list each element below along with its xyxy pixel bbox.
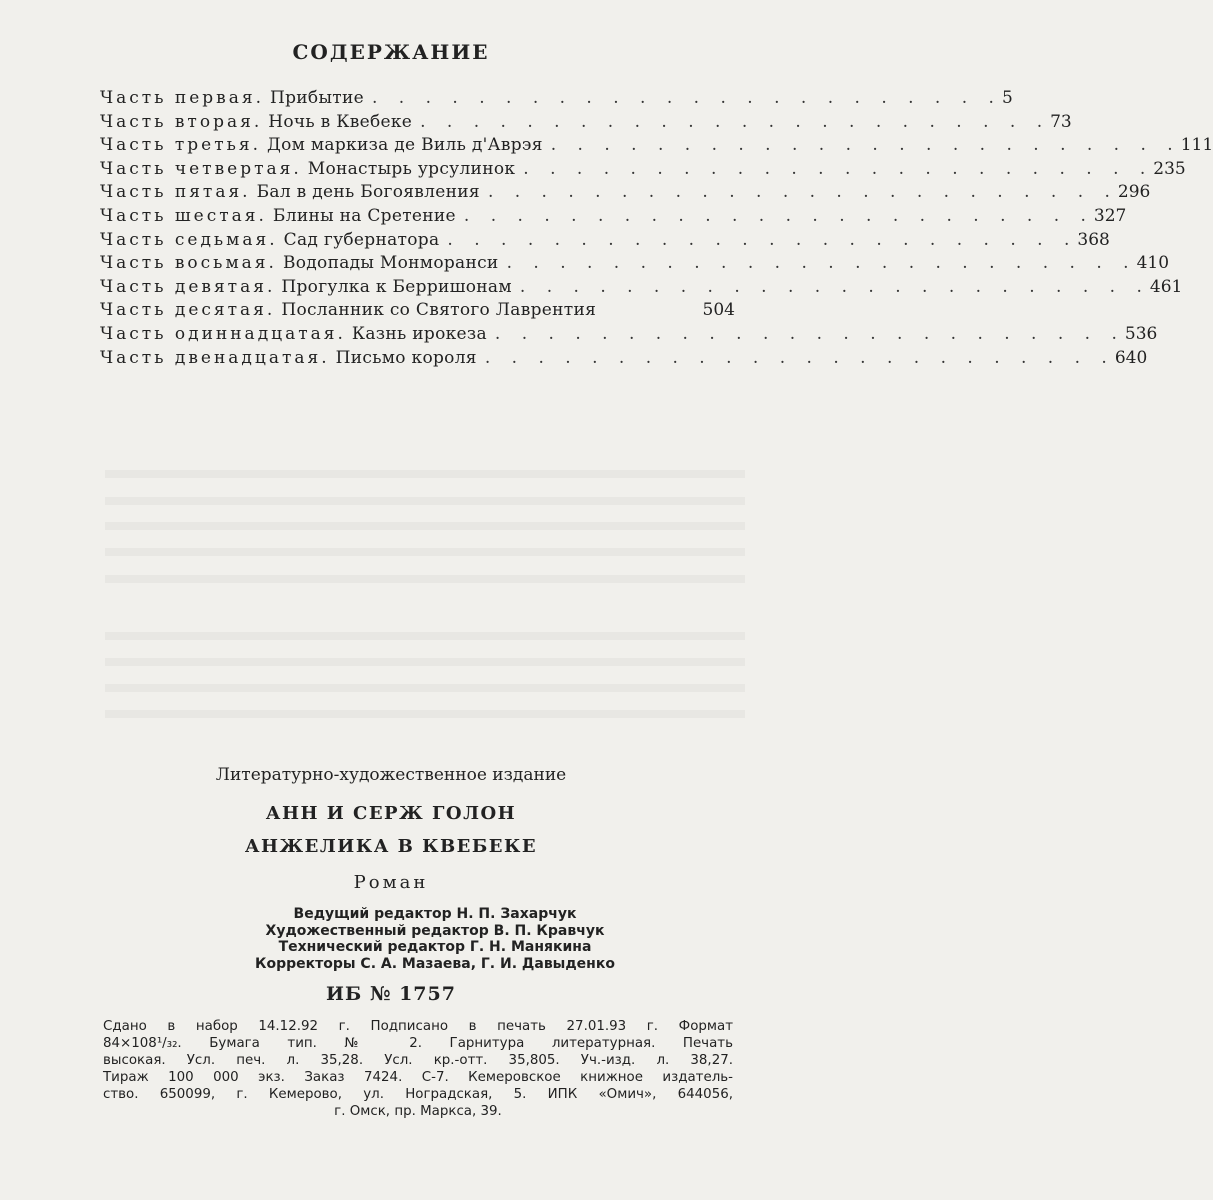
toc-page-number: 327 [1093, 205, 1127, 226]
toc-part-label: Часть четвертая. [100, 158, 302, 179]
toc-entry [100, 276, 1183, 301]
imprint-line: высокая. Усл. печ. л. 35,28. Усл. кр.-отт. 35,805. Уч.-изд. л. 38,27. [103, 1053, 733, 1068]
toc-entry-title: Казнь ирокеза [351, 323, 487, 344]
toc-part-label: Часть пятая. [100, 182, 251, 203]
imprint-line: ство. 650099, г. Кемерово, ул. Ноградская, 5. ИПК «Омич», 644056, [103, 1087, 733, 1102]
toc-page-number: 504 [702, 300, 735, 321]
dot-leader: . . . . . . . . . . . . . . . . . . . . . . . . [519, 276, 1150, 297]
bleed-through [105, 575, 745, 583]
bleed-through [105, 497, 745, 505]
dot-leader: . . . . . . . . . . . . . . . . . . . . . . . . [494, 323, 1125, 344]
edition-type: Литературно-художественное издание [215, 765, 567, 785]
toc-entry [100, 347, 1148, 372]
dot-leader: . . . . . . . . . . . . . . . . . . . . . . . . [487, 182, 1118, 203]
toc-entry [100, 205, 1127, 230]
toc-part-label: Часть первая. [100, 88, 264, 108]
toc-page-number: 5 [1001, 88, 1013, 108]
toc-part-label: Часть девятая. [100, 276, 276, 297]
book-authors: АНН И СЕРЖ ГОЛОН [265, 803, 517, 824]
toc-entry-title: Прибытие [269, 88, 364, 108]
toc-page-number: 296 [1117, 182, 1151, 203]
toc-page-number: 461 [1149, 276, 1183, 297]
table-of-contents [100, 88, 1213, 371]
dot-leader: . . . . . . . . . . . . . . . . . . . . . . . . [484, 347, 1115, 368]
toc-part-label: Часть десятая. [100, 300, 276, 321]
imprint-line: Тираж 100 000 экз. Заказ 7424. С-7. Кемеровское книжное издатель- [103, 1070, 733, 1085]
bleed-through [105, 710, 745, 718]
book-genre: Роман [353, 872, 429, 893]
toc-entry-title: Прогулка к Берришонам [281, 276, 512, 297]
dot-leader: . . . . . . . . . . . . . . . . . . . . . . . . [371, 88, 1002, 108]
toc-page-number: 111 [1180, 135, 1213, 156]
toc-part-label: Часть восьмая. [100, 253, 277, 274]
toc-heading: СОДЕРЖАНИЕ [292, 40, 490, 64]
bleed-through [105, 684, 745, 692]
toc-part-label: Часть одиннадцатая. [100, 323, 346, 344]
toc-entry [100, 182, 1151, 206]
toc-part-label: Часть седьмая. [100, 229, 278, 250]
toc-page-number: 410 [1136, 253, 1170, 274]
toc-part-label: Часть вторая. [100, 111, 263, 132]
toc-part-label: Часть двенадцатая. [100, 347, 330, 368]
toc-entry-title: Монастырь урсулинок [307, 158, 516, 179]
toc-entry [100, 135, 1213, 159]
book-title: АНЖЕЛИКА В КВЕБЕКЕ [244, 836, 538, 857]
credit-line: Ведущий редактор Н. П. Захарчук [293, 906, 577, 922]
toc-entry [100, 300, 735, 324]
toc-page-number: 640 [1114, 347, 1148, 368]
dot-leader: . . . . . . . . . . . . . . . . . . . . . . . . [463, 205, 1094, 226]
toc-entry [100, 111, 1072, 136]
bleed-through [105, 470, 745, 478]
dot-leader: . . . . . . . . . . . . . . . . . . . . . . . . [523, 158, 1154, 179]
dot-leader: . . . . . . . . . . . . . . . . . . . . . . . . [447, 229, 1078, 250]
toc-entry [100, 229, 1110, 254]
toc-entry-title: Письмо короля [335, 347, 477, 368]
dot-leader: . . . . . . . . . . . . . . . . . . . . . . . . [550, 135, 1181, 156]
imprint-line: г. Омск, пр. Маркса, 39. [334, 1104, 502, 1119]
toc-entry-title: Бал в день Богоявления [256, 182, 480, 203]
toc-entry-title: Ночь в Квебеке [268, 111, 413, 132]
credit-line: Корректоры С. А. Мазаева, Г. И. Давыденко [255, 955, 615, 972]
toc-entry-title: Дом маркиза де Виль д'Аврэя [267, 135, 543, 156]
toc-entry-title: Посланник со Святого Лаврентия [281, 300, 597, 321]
toc-page-number: 368 [1077, 229, 1110, 250]
toc-page-number: 73 [1050, 111, 1072, 132]
bleed-through [105, 548, 745, 556]
toc-page-number: 536 [1124, 323, 1158, 344]
toc-page-number: 235 [1153, 158, 1186, 179]
toc-entry [100, 158, 1186, 183]
dot-leader: . . . . . . . . . . . . . . . . . . . . . . . . [506, 253, 1137, 274]
toc-entry-title: Водопады Монморанси [282, 253, 499, 274]
credit-line: Технический редактор Г. Н. Манякина [278, 939, 592, 955]
toc-entry [100, 253, 1170, 277]
toc-entry-title: Блины на Сретение [272, 205, 456, 226]
bleed-through [105, 658, 745, 666]
bleed-through [105, 632, 745, 640]
bleed-through [105, 522, 745, 530]
toc-entry [100, 88, 1013, 112]
editorial-credits [230, 906, 640, 972]
imprint-line: Сдано в набор 14.12.92 г. Подписано в печать 27.01.93 г. Формат [103, 1019, 733, 1034]
imprint-details [103, 1018, 733, 1120]
imprint-line: 84×108¹/₃₂. Бумага тип. № 2. Гарнитура литературная. Печать [103, 1036, 733, 1051]
ib-number: ИБ № 1757 [326, 983, 456, 1005]
toc-part-label: Часть шестая. [100, 205, 267, 226]
toc-part-label: Часть третья. [100, 135, 261, 156]
toc-entry-title: Сад губернатора [283, 229, 440, 250]
credit-line: Художественный редактор В. П. Кравчук [265, 922, 605, 939]
dot-leader: . . . . . . . . . . . . . . . . . . . . . . . . [420, 111, 1051, 132]
toc-entry [100, 323, 1158, 348]
